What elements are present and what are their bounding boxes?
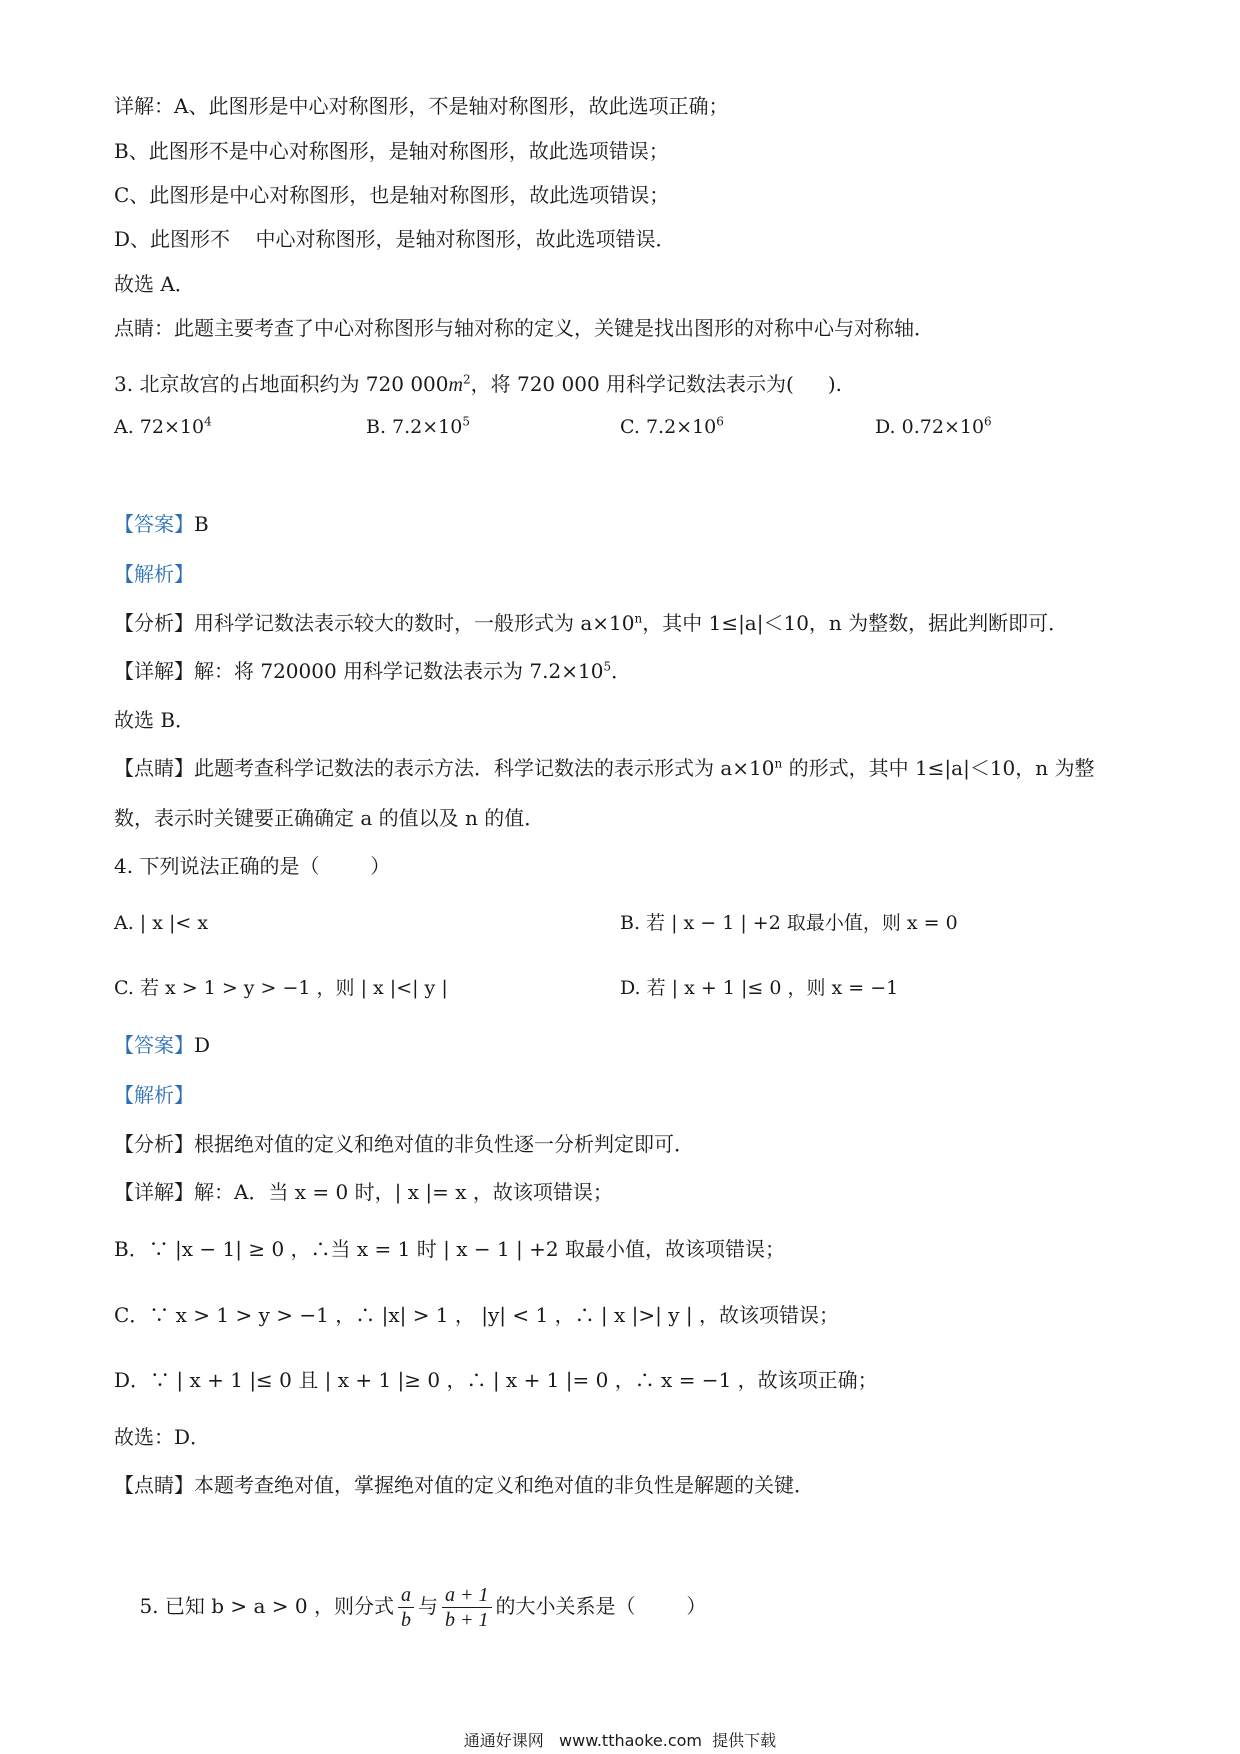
q3-option-d-base: D. 0.72×10 (875, 416, 985, 438)
q3-stem-text-c: ). (827, 372, 843, 396)
q3-stem-text-a: 3. 北京故宫的占地面积约为 720 000 (114, 372, 449, 396)
q4-option-b: B. 若 | x − 1 | +2 取最小值，则 x = 0 (620, 912, 958, 934)
q4-detail-c: C．∵ x > 1 > y > −1 ，∴ |x| > 1 ， |y| < 1 ，∴ | x |>| y | ，故该项错误； (114, 1303, 840, 1327)
q4-fenxi (114, 1130, 694, 1158)
q4-option-d: D. 若 | x + 1 |≤ 0 ，则 x = −1 (620, 977, 899, 999)
q2-detail-b: B、此图形不是中心对称图形，是轴对称图形，故此选项错误； (114, 139, 669, 163)
q3-fenxi-text-b: ，其中 1≤|a|＜10，n 为整数，据此判断即可． (642, 611, 1069, 635)
q5-frac1-num: a (398, 1583, 414, 1608)
q3-option-b-exp: 5 (462, 414, 470, 429)
q3-answer-tag: 【答案】 (114, 512, 194, 536)
q2-detail-d: D、此图形不 中心对称图形，是轴对称图形，故此选项错误． (114, 227, 676, 251)
q3-xiangjie-text-b: ． (611, 659, 632, 683)
q3-option-c-base: C. 7.2×10 (620, 416, 717, 438)
q3-option-a-base: A. 72×10 (114, 416, 205, 438)
q3-stem-unit-sup: 2 (462, 372, 471, 387)
q3-fenxi-tag: 【分析】 (114, 611, 194, 635)
q4-xiangjie-text: 解：A．当 x = 0 时，| x |= x ，故该项错误； (194, 1180, 613, 1204)
q3-dianjing-text-a: 此题考查科学记数法的表示方法．科学记数法的表示形式为 a×10 (194, 756, 775, 780)
q3-answer (114, 510, 209, 538)
q4-fenxi-text: 根据绝对值的定义和绝对值的非负性逐一分析判定即可． (194, 1132, 694, 1156)
q2-detail-c: C、此图形是中心对称图形，也是轴对称图形，故此选项错误； (114, 183, 670, 207)
q3-option-b (366, 413, 470, 441)
q4-answer-value: D (194, 1033, 211, 1057)
q3-xiangjie-text-a: 解：将 720000 用科学记数法表示为 7.2×10 (194, 659, 604, 683)
q3-option-c-exp: 6 (716, 414, 724, 429)
q5-stem-mid: 与 (418, 1594, 438, 1618)
q3-dianjing-text-b: 的形式，其中 1≤|a|＜10，n 为整 (782, 756, 1095, 780)
q5-stem (114, 1516, 706, 1696)
q3-option-a (114, 413, 212, 441)
q3-option-b-base: B. 7.2×10 (366, 416, 463, 438)
q5-stem-text-a: 5. 已知 b > a > 0 ，则分式 (139, 1594, 394, 1618)
q4-option-a: A. | x |< x (114, 912, 209, 934)
q4-answer (114, 1031, 210, 1059)
q4-fenxi-tag: 【分析】 (114, 1132, 194, 1156)
q3-dianjing-cont: 数，表示时关键要正确确定 a 的值以及 n 的值． (114, 806, 545, 830)
q3-choice: 故选 B． (114, 708, 196, 732)
q5-stem-text-b: 的大小关系是（ ） (495, 1594, 707, 1618)
q4-dianjing-text: 本题考查绝对值，掌握绝对值的定义和绝对值的非负性是解题的关键． (194, 1473, 814, 1497)
q2-comment: 点睛：此题主要考查了中心对称图形与轴对称的定义，关键是找出图形的对称中心与对称轴． (114, 316, 934, 340)
q3-fenxi (114, 609, 1068, 637)
footer: 通通好课网 www.tthaoke.com 提供下载 (463, 1731, 777, 1750)
q3-xiangjie (114, 657, 631, 685)
q4-detail-d: D．∵ | x + 1 |≤ 0 且 | x + 1 |≥ 0 ，∴ | x + 1 |= 0 ，∴ x = −1 ，故该项正确； (114, 1368, 878, 1392)
q3-fenxi-text-a: 用科学记数法表示较大的数时，一般形式为 a×10 (194, 611, 635, 635)
q3-answer-value: B (194, 512, 209, 536)
q4-xiangjie (114, 1178, 613, 1206)
q3-dianjing (114, 754, 1095, 782)
q4-dianjing (114, 1471, 814, 1499)
q5-frac2-den: b + 1 (445, 1609, 489, 1631)
q3-jiexi (114, 560, 194, 588)
q4-xiangjie-tag: 【详解】 (114, 1180, 194, 1204)
q3-stem (114, 370, 842, 399)
q3-jiexi-tag: 【解析】 (114, 562, 194, 586)
q2-detail-a: 详解：A、此图形是中心对称图形，不是轴对称图形，故此选项正确； (114, 94, 729, 118)
q3-dianjing-exp: n (774, 756, 783, 771)
q3-stem-text-b: ，将 720 000 用科学记数法表示为( (470, 372, 794, 396)
q4-detail-b: B．∵ |x − 1| ≥ 0 ，∴当 x = 1 时 | x − 1 | +2 取最小值，故该项错误； (114, 1237, 785, 1261)
q4-jiexi (114, 1081, 194, 1109)
q3-option-a-exp: 4 (204, 414, 212, 429)
q3-xiangjie-tag: 【详解】 (114, 659, 194, 683)
q4-dianjing-tag: 【点睛】 (114, 1473, 194, 1497)
q3-stem-unit: m (448, 374, 463, 396)
q4-jiexi-tag: 【解析】 (114, 1083, 194, 1107)
q3-option-d-exp: 6 (984, 414, 992, 429)
q5-fraction-a1-over-b1 (442, 1583, 492, 1632)
q5-frac1-den: b (401, 1609, 411, 1631)
q4-stem: 4. 下列说法正确的是（ ） (114, 854, 391, 878)
q2-choice: 故选 A． (114, 272, 195, 296)
q3-xiangjie-exp: 5 (603, 659, 612, 674)
q3-option-d (875, 413, 992, 441)
q3-fenxi-exp: n (634, 611, 643, 626)
q4-option-c: C. 若 x > 1 > y > −1 ，则 | x |<| y | (114, 977, 448, 999)
q4-choice: 故选：D． (114, 1425, 211, 1449)
q5-frac2-num: a + 1 (442, 1583, 492, 1608)
q5-fraction-a-over-b (398, 1583, 414, 1632)
q3-option-c (620, 413, 724, 441)
q4-answer-tag: 【答案】 (114, 1033, 194, 1057)
q3-dianjing-tag: 【点睛】 (114, 756, 194, 780)
